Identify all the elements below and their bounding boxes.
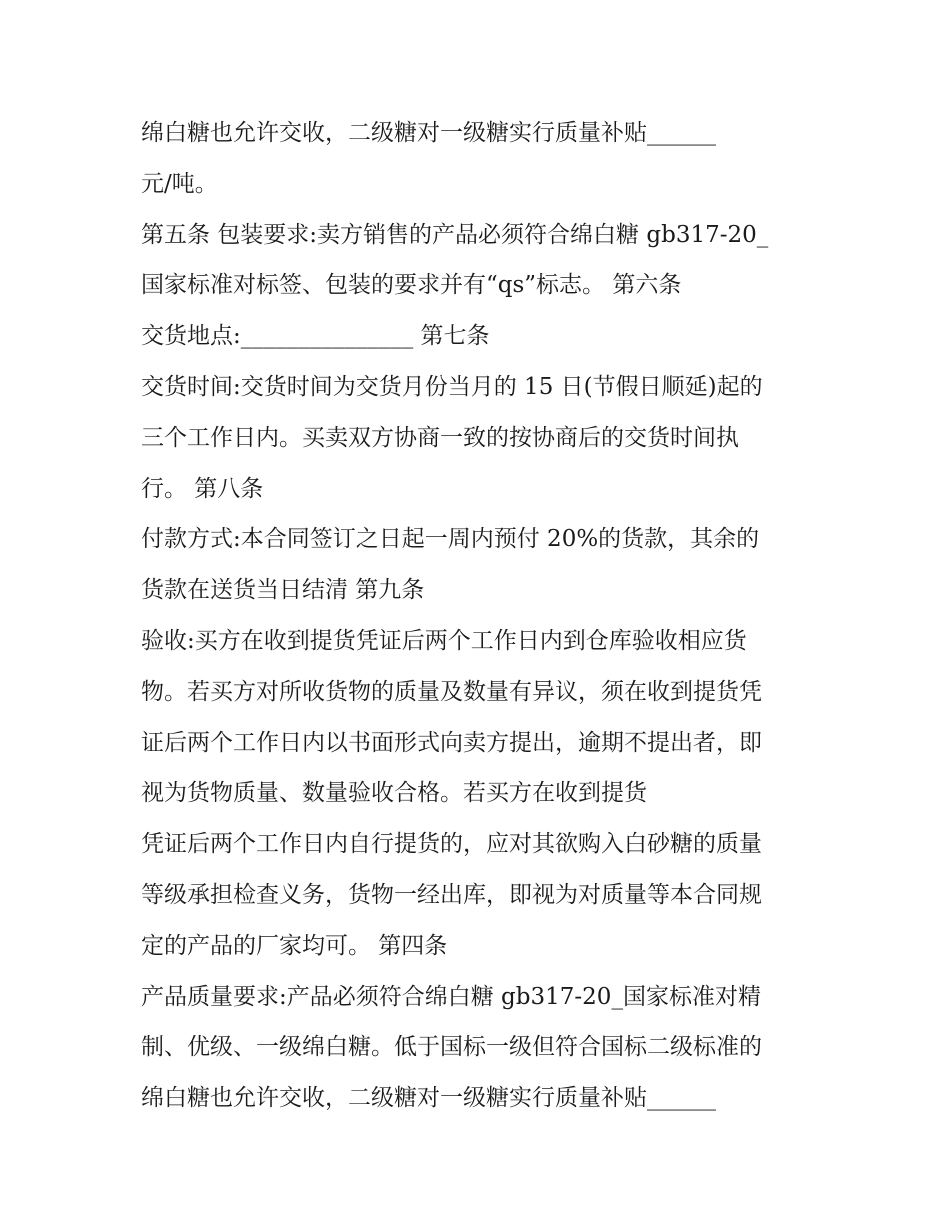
text-line: 制、优级、一级绵白糖。低于国标一级但符合国标二级标准的 [141, 1034, 762, 1061]
text-line: 交货地点:_______________ 第七条 [141, 323, 490, 350]
text-line: 货款在送货当日结清 第九条 [141, 577, 425, 604]
text-line: 三个工作日内。买卖双方协商一致的按协商后的交货时间执 [141, 424, 739, 451]
contract-text [141, 108, 841, 1124]
text-line: 物。若买方对所收货物的质量及数量有异议，须在收到提货凭 [141, 678, 762, 705]
text-line: 验收:买方在收到提货凭证后两个工作日内到仓库验收相应货 [141, 627, 747, 654]
text-line: 绵白糖也允许交收，二级糖对一级糖实行质量补贴______ [141, 1085, 716, 1112]
text-line: 视为货物质量、数量验收合格。若买方在收到提货 [141, 780, 647, 807]
text-line: 行。 第八条 [141, 475, 264, 502]
text-line: 国家标准对标签、包装的要求并有“qs”标志。 第六条 [141, 272, 682, 299]
text-line: 付款方式:本合同签订之日起一周内预付 20%的货款，其余的 [141, 526, 760, 553]
text-line: 产品质量要求:产品必须符合绵白糖 gb317-20_国家标准对精 [141, 983, 761, 1010]
text-line: 凭证后两个工作日内自行提货的，应对其欲购入白砂糖的质量 [141, 831, 762, 858]
text-line: 等级承担检查义务，货物一经出库，即视为对质量等本合同规 [141, 881, 762, 908]
text-line: 第五条 包装要求:卖方销售的产品必须符合绵白糖 gb317-20_ [141, 221, 769, 248]
text-line: 定的产品的厂家均可。 第四条 [141, 932, 448, 959]
text-line: 元/吨。 [141, 170, 218, 197]
text-line: 绵白糖也允许交收，二级糖对一级糖实行质量补贴______ [141, 120, 716, 146]
text-line: 证后两个工作日内以书面形式向卖方提出，逾期不提出者，即 [141, 729, 762, 756]
text-line: 交货时间:交货时间为交货月份当月的 15 日(节假日顺延)起的 [141, 373, 763, 400]
